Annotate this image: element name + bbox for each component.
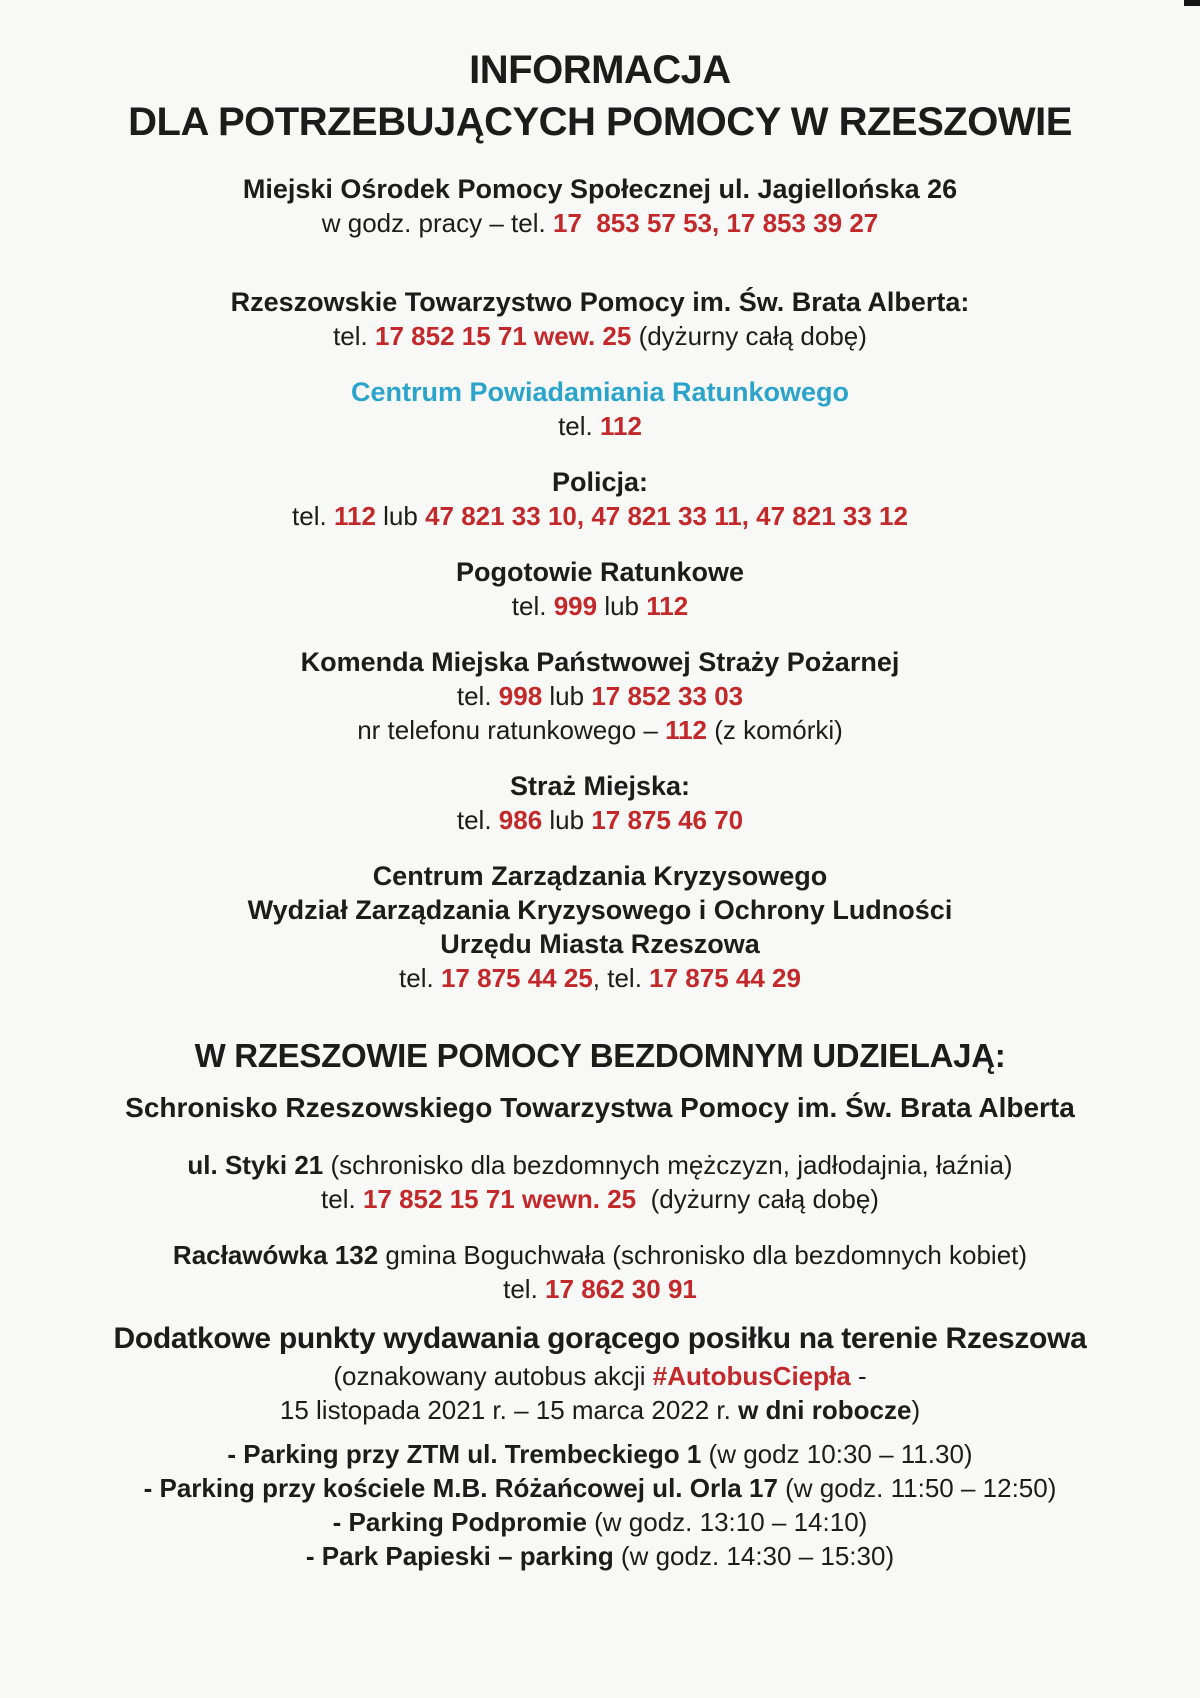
cpr-heading: [60, 375, 1140, 409]
raclawowka-address-line: [60, 1238, 1140, 1272]
text-segment: Urzędu Miasta Rzeszowa: [440, 929, 760, 959]
text-segment: Wydział Zarządzania Kryzysowego i Ochrony Ludności: [247, 895, 953, 925]
text-segment: 17 853 57 53, 17 853 39 27: [552, 208, 879, 238]
text-segment: 986: [498, 805, 543, 835]
text-segment: w godz. pracy – tel.: [321, 208, 553, 238]
text-segment: 17 852 15 71 wew. 25: [375, 321, 632, 351]
text-segment: tel.: [292, 501, 334, 531]
text-segment: 112: [599, 411, 642, 441]
text-segment: 17 875 44 29: [649, 963, 801, 993]
czk-heading-1: [60, 859, 1140, 893]
text-segment: 47 821 33 10, 47 821 33 11, 47 821 33 12: [425, 501, 908, 531]
text-segment: (w godz. 14:30 – 15:30): [613, 1541, 895, 1571]
text-segment: tel.: [558, 411, 600, 441]
text-segment: Schronisko Rzeszowskiego Towarzystwa Pomocy im. Św. Brata Alberta: [125, 1092, 1075, 1123]
styki-phone-line: [60, 1182, 1140, 1216]
text-segment: (dyżurny całą dobę): [636, 1184, 879, 1214]
text-segment: lub: [542, 681, 592, 711]
text-segment: ul. Styki 21: [187, 1150, 324, 1180]
straz-pozarna-phone-line: [60, 679, 1140, 713]
text-segment: - Parking przy kościele M.B. Różańcowej ul. Orla 17: [143, 1473, 778, 1503]
text-segment: (oznakowany autobus akcji: [333, 1361, 653, 1391]
text-segment: Straż Miejska:: [509, 771, 691, 801]
mops-phone-line: [60, 206, 1140, 240]
text-segment: - Parking przy ZTM ul. Trembeckiego 1: [227, 1439, 702, 1469]
raclawowka-phone-line: [60, 1272, 1140, 1306]
pogotowie-phone-line: [60, 589, 1140, 623]
text-segment: (dyżurny całą dobę): [631, 321, 867, 351]
text-segment: Centrum Powiadamiania Ratunkowego: [350, 377, 850, 407]
towarzystwo-phone-line: [60, 319, 1140, 353]
text-segment: 17 875 46 70: [591, 805, 744, 835]
czk-phone-line: [60, 961, 1140, 995]
straz-miejska-heading: [60, 769, 1140, 803]
text-segment: (w godz. 13:10 – 14:10): [586, 1507, 868, 1537]
text-segment: DLA POTRZEBUJĄCYCH POMOCY W RZESZOWIE: [128, 100, 1072, 144]
text-segment: W RZESZOWIE POMOCY BEZDOMNYM UDZIELAJĄ:: [194, 1037, 1006, 1074]
text-segment: Policja:: [551, 467, 649, 497]
parking-podpromie-line: [60, 1505, 1140, 1539]
text-segment: 999: [553, 591, 598, 621]
scan-corner-mark: [1184, 0, 1200, 6]
text-segment: ): [911, 1395, 921, 1425]
homeless-section-title: [60, 1035, 1140, 1077]
parking-ztm-line: [60, 1437, 1140, 1471]
meals-dates-line: [60, 1393, 1140, 1427]
text-segment: tel.: [503, 1274, 546, 1304]
text-segment: Racławówka 132: [172, 1240, 379, 1270]
policja-heading: [60, 465, 1140, 499]
text-segment: tel.: [321, 1184, 363, 1214]
czk-heading-2: [60, 893, 1140, 927]
text-segment: 17 875 44 25: [440, 963, 593, 993]
text-segment: -: [850, 1361, 867, 1391]
text-segment: gmina Boguchwała (schronisko dla bezdomnych kobiet): [378, 1240, 1028, 1270]
text-segment: lub: [542, 805, 592, 835]
text-segment: 17 852 33 03: [591, 681, 744, 711]
document-body: [0, 44, 1200, 1573]
text-segment: Rzeszowskie Towarzystwo Pomocy im. Św. Brata Alberta:: [230, 287, 970, 317]
text-segment: (w godz. 11:50 – 12:50): [777, 1473, 1057, 1503]
text-segment: #AutobusCiepła: [652, 1361, 851, 1391]
title-line-2: [60, 96, 1140, 148]
styki-address-line: [60, 1148, 1140, 1182]
text-segment: - Parking Podpromie: [332, 1507, 587, 1537]
straz-pozarna-heading: [60, 645, 1140, 679]
straz-miejska-phone-line: [60, 803, 1140, 837]
text-segment: tel.: [456, 805, 499, 835]
text-segment: INFORMACJA: [469, 48, 731, 92]
cpr-phone-line: [60, 409, 1140, 443]
meals-bus-line: [60, 1359, 1140, 1393]
text-segment: (w godz 10:30 – 11.30): [701, 1439, 973, 1469]
text-segment: tel.: [399, 963, 441, 993]
text-segment: - Park Papieski – parking: [305, 1541, 614, 1571]
text-segment: tel.: [456, 681, 499, 711]
straz-pozarna-emergency-line: [60, 713, 1140, 747]
text-segment: tel.: [511, 591, 554, 621]
text-segment: 112: [333, 501, 376, 531]
meals-section-title: [60, 1319, 1140, 1359]
text-segment: 17 862 30 91: [545, 1274, 697, 1304]
pogotowie-heading: [60, 555, 1140, 589]
text-segment: 15 listopada 2021 r. – 15 marca 2022 r.: [279, 1395, 739, 1425]
text-segment: w dni robocze: [738, 1395, 912, 1425]
text-segment: lub: [597, 591, 647, 621]
mops-heading: [60, 172, 1140, 206]
text-segment: tel.: [333, 321, 375, 351]
text-segment: (schronisko dla bezdomnych mężczyzn, jadłodajnia, łaźnia): [323, 1150, 1013, 1180]
parking-kosciol-line: [60, 1471, 1140, 1505]
policja-phone-line: [60, 499, 1140, 533]
text-segment: (z komórki): [707, 715, 843, 745]
text-segment: 17 852 15 71 wewn. 25: [362, 1184, 637, 1214]
czk-heading-3: [60, 927, 1140, 961]
schronisko-subheading: [60, 1090, 1140, 1126]
text-segment: , tel.: [592, 963, 650, 993]
text-segment: 998: [498, 681, 543, 711]
towarzystwo-heading: [60, 285, 1140, 319]
text-segment: lub: [375, 501, 426, 531]
title-line-1: [60, 44, 1140, 96]
text-segment: Komenda Miejska Państwowej Straży Pożarnej: [300, 647, 900, 677]
text-segment: Dodatkowe punkty wydawania gorącego posiłku na terenie Rzeszowa: [113, 1322, 1087, 1355]
text-segment: nr telefonu ratunkowego –: [357, 715, 666, 745]
text-segment: 112: [665, 715, 708, 745]
text-segment: Miejski Ośrodek Pomocy Społecznej ul. Jagiellońska 26: [242, 174, 958, 204]
parking-papieski-line: [60, 1539, 1140, 1573]
text-segment: Pogotowie Ratunkowe: [455, 557, 744, 587]
text-segment: 112: [646, 591, 689, 621]
text-segment: Centrum Zarządzania Kryzysowego: [372, 861, 828, 891]
